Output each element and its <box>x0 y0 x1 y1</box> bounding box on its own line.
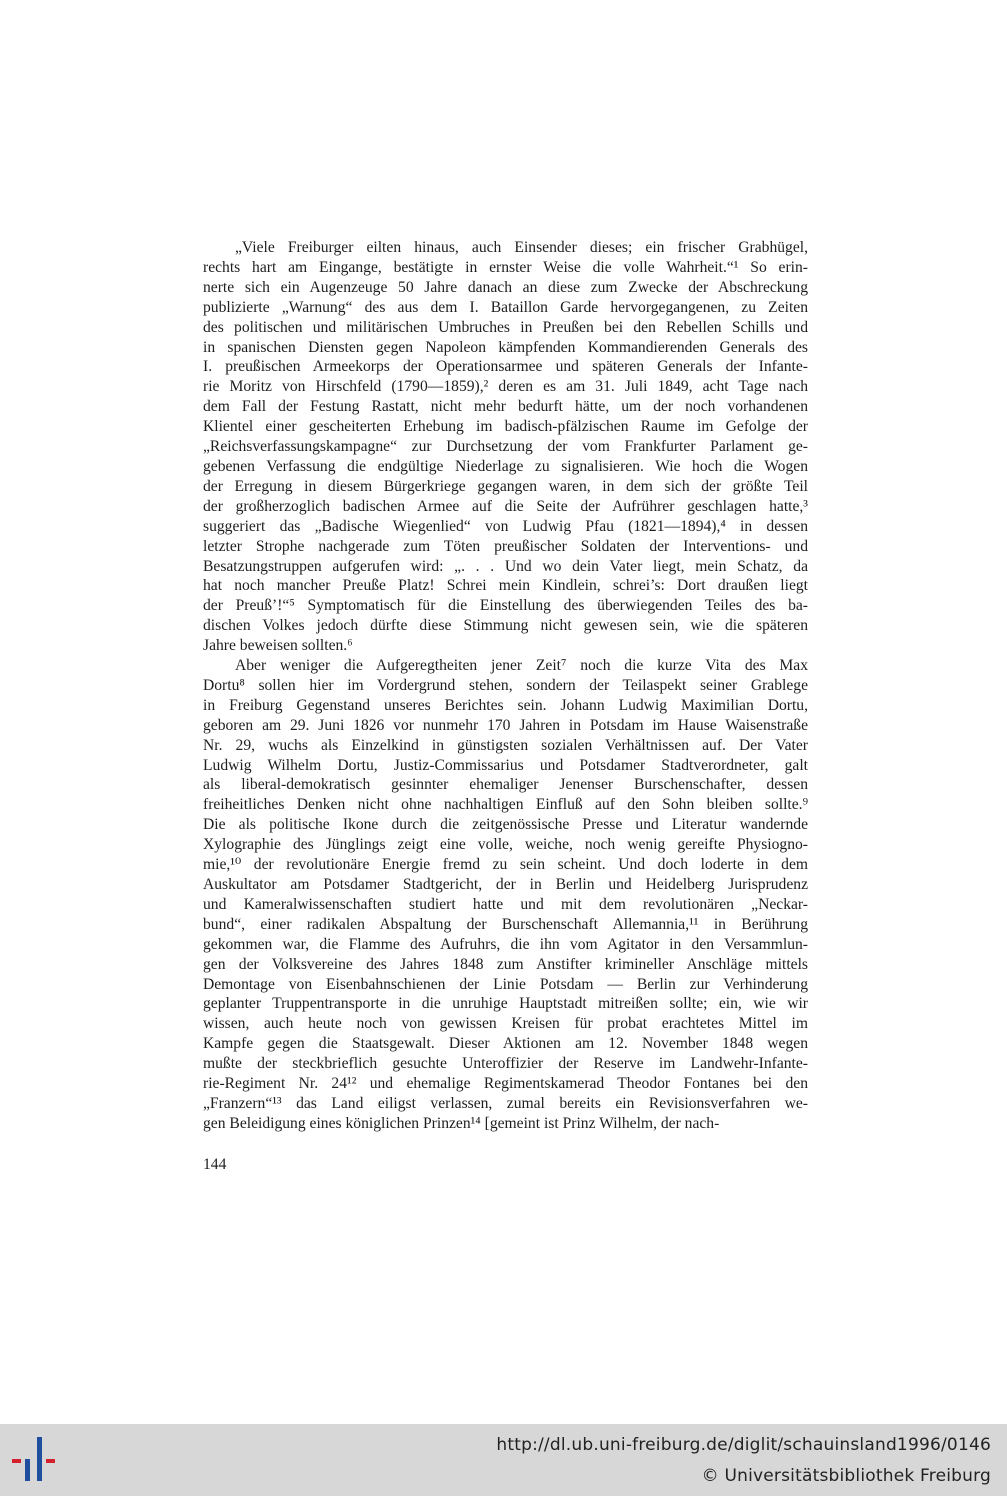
text-line: und Kameralwissenschaften studiert hatte und mit dem revolutionären „Neckar- <box>203 895 808 913</box>
text-line: mußte der steckbrieflich gesuchte Unteroffizier der Reserve im Landwehr-Infante- <box>203 1055 808 1073</box>
text-line: „Viele Freiburger eilten hinaus, auch Einsender dieses; ein frischer Grabhügel, <box>235 239 808 256</box>
text-line: Dortu⁸ sollen hier im Vordergrund stehen, sondern der Teilaspekt seiner Grablege <box>203 676 808 694</box>
text-line: freiheitliches Denken nicht ohne nachhaltigen Einfluß auf den Sohn bleiben sollte.⁹ <box>203 796 808 814</box>
text-line: gen Beleidigung eines königlichen Prinzen¹⁴ [gemeint ist Prinz Wilhelm, der nach- <box>203 1114 720 1132</box>
text-line: suggeriert das „Badische Wiegenlied“ von Ludwig Pfau (1821—1894),⁴ in dessen <box>203 517 808 535</box>
text-line: der Erregung in diesem Bürgerkriege gegangen waren, in dem sich der größte Teil <box>203 477 808 495</box>
text-line: geplanter Truppentransporte in die unruhige Hauptstadt mitreißen sollte; ein, wie wir <box>203 995 808 1013</box>
text-line: wissen, auch heute noch von gewissen Kreisen für probat erachtetes Mittel im <box>203 1015 808 1033</box>
text-line: „Franzern“¹³ das Land eiligst verlassen, zumal bereits ein Revisionsverfahren we- <box>203 1094 808 1112</box>
text-line: dem Fall der Festung Rastatt, nicht mehr bedurft hätte, um der noch vorhandenen <box>203 398 808 416</box>
text-line: Besatzungstruppen aufgerufen wird: „. . . Und wo dein Vater liegt, mein Schatz, da <box>203 557 808 575</box>
text-line: Jahre beweisen sollten.⁶ <box>203 637 353 655</box>
footer-bar <box>0 1424 1007 1496</box>
text-line: der großherzoglich badischen Armee auf die Seite der Aufrührer geschlagen hatte,³ <box>203 497 808 515</box>
paragraph-2 <box>203 656 808 1134</box>
text-line: bund“, einer radikalen Abspaltung der Burschenschaft Allemannia,¹¹ in Berührung <box>203 915 808 933</box>
text-line: rie-Regiment Nr. 24¹² und ehemalige Regimentskamerad Theodor Fontanes bei den <box>203 1075 808 1093</box>
text-line: nerte sich ein Augenzeuge 50 Jahre danach an diese zum Zwecke der Abschreckung <box>203 278 808 296</box>
text-line: gekommen war, die Flamme des Aufruhrs, die ihn vom Agitator in den Versammlun- <box>203 935 808 953</box>
text-line: in spanischen Diensten gegen Napoleon kämpfenden Kommandierenden Generals des <box>203 338 808 356</box>
text-line: Auskultator am Potsdamer Stadtgericht, der in Berlin und Heidelberg Jurisprudenz <box>203 876 808 893</box>
text-line: letzter Strophe nachgerade zum Töten preußischer Soldaten der Interventions- und <box>203 537 808 555</box>
text-line: gen der Volksvereine des Jahres 1848 zum Anstifter krimineller Anschläge mittels <box>203 955 808 973</box>
text-line: rie Moritz von Hirschfeld (1790—1859),² deren es am 31. Juli 1849, acht Tage nach <box>203 378 808 396</box>
text-line: in Freiburg Gegenstand unseres Berichtes sein. Johann Ludwig Maximilian Dortu, <box>203 696 808 714</box>
text-line: gebenen Verfassung die endgültige Niederlage zu signalisieren. Wie hoch die Wogen <box>203 457 808 475</box>
text-line: Nr. 29, wuchs als Einzelkind in günstigsten sozialen Verhältnissen auf. Der Vater <box>203 736 808 754</box>
footer-copyright: © Universitätsbibliothek Freiburg <box>701 1466 991 1486</box>
text-line: Demontage von Eisenbahnschienen der Linie Potsdam — Berlin zur Verhinderung <box>203 975 808 993</box>
text-line: Xylographie des Jünglings zeigt eine volle, weiche, noch wenig gereifte Physiogno- <box>203 836 808 854</box>
text-line: hat noch mancher Preuße Platz! Schrei mein Kindlein, schrei’s: Dort draußen liegt <box>203 577 808 595</box>
text-line: I. preußischen Armeekorps der Operationsarmee und späteren Generals der Infante- <box>203 358 808 376</box>
text-line: publizierte „Warnung“ des aus dem I. Bataillon Garde hervorgegangenen, zu Zeiten <box>203 298 808 316</box>
text-line: der Preuß’!“⁵ Symptomatisch für die Einstellung des überwiegenden Teiles des ba- <box>203 597 808 615</box>
text-line: als liberal-demokratisch gesinnter ehemaliger Jenenser Burschenschafter, dessen <box>203 776 808 794</box>
text-line: Die als politische Ikone durch die zeitgenössische Presse und Literatur wandernde <box>203 816 808 834</box>
text-line: mie,¹⁰ der revolutionäre Energie fremd zu sein scheint. Und doch loderte in dem <box>203 856 808 874</box>
text-line: dischen Volkes jedoch dürfte diese Stimmung nicht gewesen sein, wie die späteren <box>203 617 808 635</box>
text-line: Ludwig Wilhelm Dortu, Justiz-Commissarius und Potsdamer Stadtverordneter, galt <box>203 756 808 774</box>
text-line: Kampfe gegen die Staatsgewalt. Dieser Aktionen am 12. November 1848 wegen <box>203 1035 808 1053</box>
text-line: des politischen und militärischen Umbruches in Preußen bei den Rebellen Schills und <box>203 318 808 336</box>
ub-freiburg-logo-icon <box>12 1437 64 1487</box>
text-line: geboren am 29. Juni 1826 vor nunmehr 170 Jahren in Potsdam im Hause Waisenstraße <box>203 716 808 734</box>
text-line: Aber weniger die Aufgeregtheiten jener Zeit⁷ noch die kurze Vita des Max <box>235 657 808 675</box>
footer-url-link[interactable]: http://dl.ub.uni-freiburg.de/diglit/schauinsland1996/0146 <box>496 1435 991 1455</box>
text-line: Klientel einer gescheiterten Erhebung im badisch-pfälzischen Raume im Gefolge der <box>203 418 808 436</box>
paragraph-1 <box>203 238 808 656</box>
body-text <box>203 238 808 1134</box>
text-line: „Reichsverfassungskampagne“ zur Durchsetzung der vom Frankfurter Parlament ge- <box>203 438 808 456</box>
text-line: rechts hart am Eingange, bestätigte in ernster Weise die volle Wahrheit.“¹ So erin- <box>203 258 808 276</box>
page-number: 144 <box>203 1156 227 1173</box>
